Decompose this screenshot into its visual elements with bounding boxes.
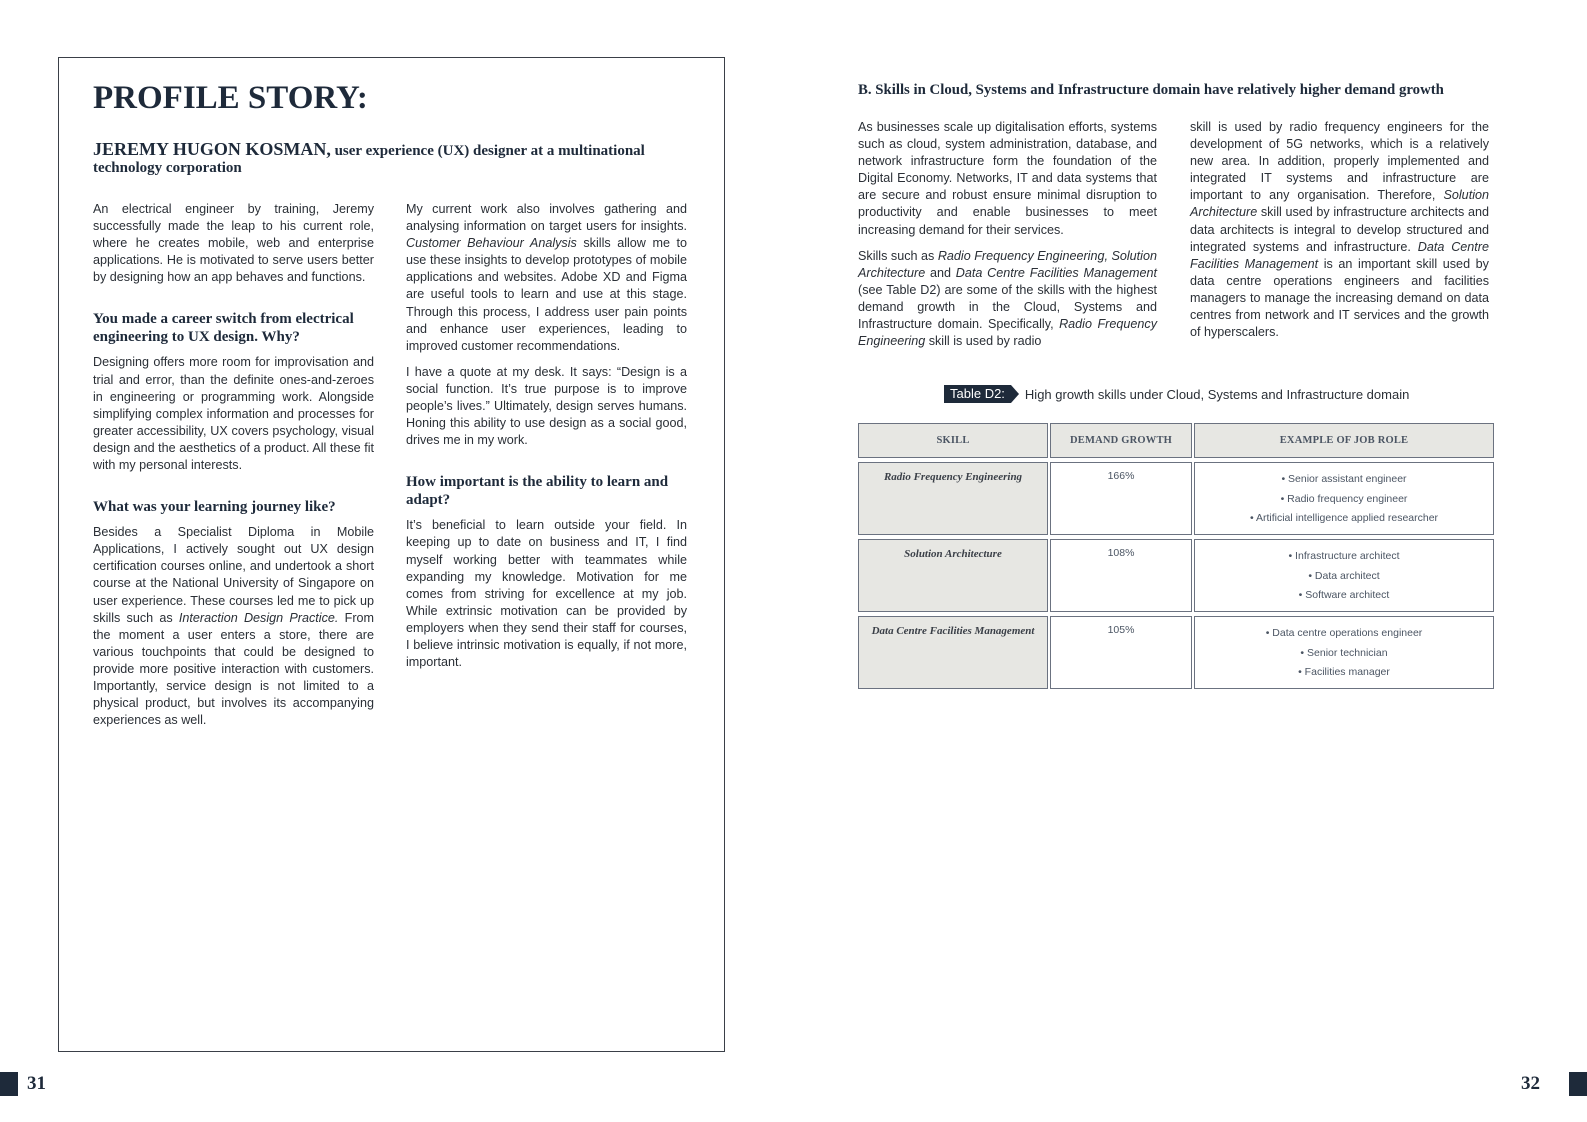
growth-cell: 166% bbox=[1050, 462, 1192, 535]
table-label-tag: Table D2: bbox=[944, 385, 1011, 403]
roles-cell bbox=[1194, 539, 1494, 612]
table-row bbox=[858, 616, 1494, 689]
profile-column-1 bbox=[93, 201, 374, 729]
profile-role: user experience (UX) designer at a multinational technology corporation bbox=[93, 143, 645, 176]
answer-learning-journey: Besides a Specialist Diploma in Mobile Applications, I actively sought out UX design certification courses online, and undertook a short course at the National University of Singapore on user experience. These courses led me to pick up skills such as Interaction Design Practice. From the moment a user enters a store, there are various touchpoints that could be designed to provide more positive interaction with customers. Importantly, service design is not limited to a physical product, but involves its accompanying experiences as well. bbox=[93, 525, 375, 728]
job-role: • Data centre operations engineer bbox=[1265, 627, 1423, 639]
skill-cell: Data Centre Facilities Management bbox=[858, 616, 1048, 689]
table-row bbox=[858, 539, 1494, 612]
job-role: • Infrastructure architect bbox=[1288, 550, 1400, 562]
skills-paragraph-continued: skill is used by radio frequency engineers for the development of 5G networks, which is a relatively new area. In addition, properly implemented and integrated IT systems and infrastructure are important to any organisation. Therefore, Solution Architecture skill used by infrastructure architects and data architects is integral to develop structured and integrated systems and infrastructure. Data Centre Facilities Management is an important skill used by data centre operations engineers and facilities managers to manage the increasing demand on data centres from network and IT services and the growth of hyperscalers. bbox=[1190, 120, 1489, 340]
question-learn-adapt: How important is the ability to learn and adapt? bbox=[406, 474, 669, 509]
answer-learn-adapt: It’s beneficial to learn outside your field. In keeping up to date on business and IT, I find myself working better with teammates while expanding my knowledge. Motivation for me comes from striving for excellence at my job. While extrinsic motivation can be provided by employers when they send their staff for courses, I believe intrinsic motivation is equally, if not more, important. bbox=[406, 518, 687, 670]
page-number-marker-right bbox=[1569, 1072, 1587, 1096]
quote-paragraph: I have a quote at my desk. It says: “Design is a social function. It’s true purpose is to improve people’s lives.” Ultimately, design serves humans. Honing this ability to use design as a social good, drives me in my work. bbox=[406, 364, 687, 448]
header-skill: SKILL bbox=[858, 423, 1048, 458]
question-learning-journey: What was your learning journey like? bbox=[93, 499, 336, 516]
digitalisation-paragraph: As businesses scale up digitalisation efforts, systems such as cloud, system administration, database, and network infrastructure form the foundation of the Digital Economy. Networks, IT and data systems that are secure and robust ensure minimal disruption to productivity and enable businesses to meet increasing demand for their services. bbox=[858, 120, 1157, 237]
job-role: • Facilities manager bbox=[1298, 666, 1390, 678]
emphasis-interaction-design: Interaction Design Practice. bbox=[178, 610, 339, 625]
header-job-role: EXAMPLE OF JOB ROLE bbox=[1194, 423, 1494, 458]
page-number-right: 32 bbox=[1521, 1073, 1540, 1094]
roles-cell bbox=[1194, 616, 1494, 689]
job-role: • Senior assistant engineer bbox=[1281, 473, 1407, 485]
emphasis-customer-behaviour: Customer Behaviour Analysis bbox=[406, 236, 577, 251]
question-career-switch: You made a career switch from electrical engineering to UX design. Why? bbox=[93, 311, 354, 346]
roles-cell bbox=[1194, 462, 1494, 535]
current-work-paragraph: My current work also involves gathering and analysing information on target users for insights. Customer Behaviour Analysis skills allow me to use these insights to develop prototypes of mobile applications and websites. Adobe XD and Figma are useful tools to learn and use at this stage. Through this process, I address user pain points and enhance user experiences, leading to improved customer recommendations. bbox=[406, 202, 687, 353]
header-demand-growth: DEMAND GROWTH bbox=[1050, 423, 1192, 458]
profile-subtitle bbox=[93, 141, 693, 177]
job-role: • Artificial intelligence applied researcher bbox=[1249, 512, 1439, 524]
skills-table bbox=[856, 419, 1496, 693]
page-number-marker-left bbox=[0, 1072, 18, 1096]
table-caption-text: High growth skills under Cloud, Systems and Infrastructure domain bbox=[1024, 386, 1410, 402]
job-role: • Senior technician bbox=[1300, 646, 1388, 659]
skill-cell: Radio Frequency Engineering bbox=[858, 462, 1048, 535]
job-role: • Data architect bbox=[1308, 569, 1380, 582]
profile-column-2 bbox=[406, 201, 687, 671]
section-heading: B. Skills in Cloud, Systems and Infrastructure domain have relatively higher demand growth bbox=[858, 82, 1444, 98]
section-column-1 bbox=[858, 119, 1157, 350]
growth-cell: 108% bbox=[1050, 539, 1192, 612]
growth-cell: 105% bbox=[1050, 616, 1192, 689]
job-role: • Software architect bbox=[1298, 589, 1390, 601]
table-row bbox=[858, 462, 1494, 535]
job-role: • Radio frequency engineer bbox=[1280, 492, 1408, 505]
profile-name: JEREMY HUGON KOSMAN, bbox=[93, 139, 331, 159]
page-number-left: 31 bbox=[27, 1073, 46, 1094]
section-column-2 bbox=[1190, 119, 1489, 341]
skill-cell: Solution Architecture bbox=[858, 539, 1048, 612]
table-caption bbox=[944, 385, 1409, 403]
table-header-row bbox=[858, 423, 1494, 458]
skills-paragraph-start: Skills such as Radio Frequency Engineering, Solution Architecture and Data Centre Facilities Management (see Table D2) are some of the skills with the highest demand growth in the Cloud, Systems and Infrastructure domain. Specifically, Radio Frequency Engineering skill is used by radio bbox=[858, 248, 1157, 349]
answer-career-switch: Designing offers more room for improvisation and trial and error, than the definite ones-and-zeroes in engineering or programming work. Alongside simplifying complex information and processes for greater accessibility, UX covers psychology, visual design and the aesthetics of a product. All these fit with my personal interests. bbox=[93, 355, 374, 473]
page-title: PROFILE STORY: bbox=[93, 80, 368, 116]
skills-paragraph-tail: skill is used by radio frequency engineers for the development of 5G networks, which is a relatively new area. In addition, properly implemented and integrated IT systems and infrastructure are important to any organisation. Therefore, bbox=[1190, 120, 1489, 203]
intro-paragraph: An electrical engineer by training, Jeremy successfully made the leap to his current role, where he creates mobile, web and enterprise applications. He is motivated to serve users better by designing how an app behaves and functions. bbox=[93, 202, 374, 285]
